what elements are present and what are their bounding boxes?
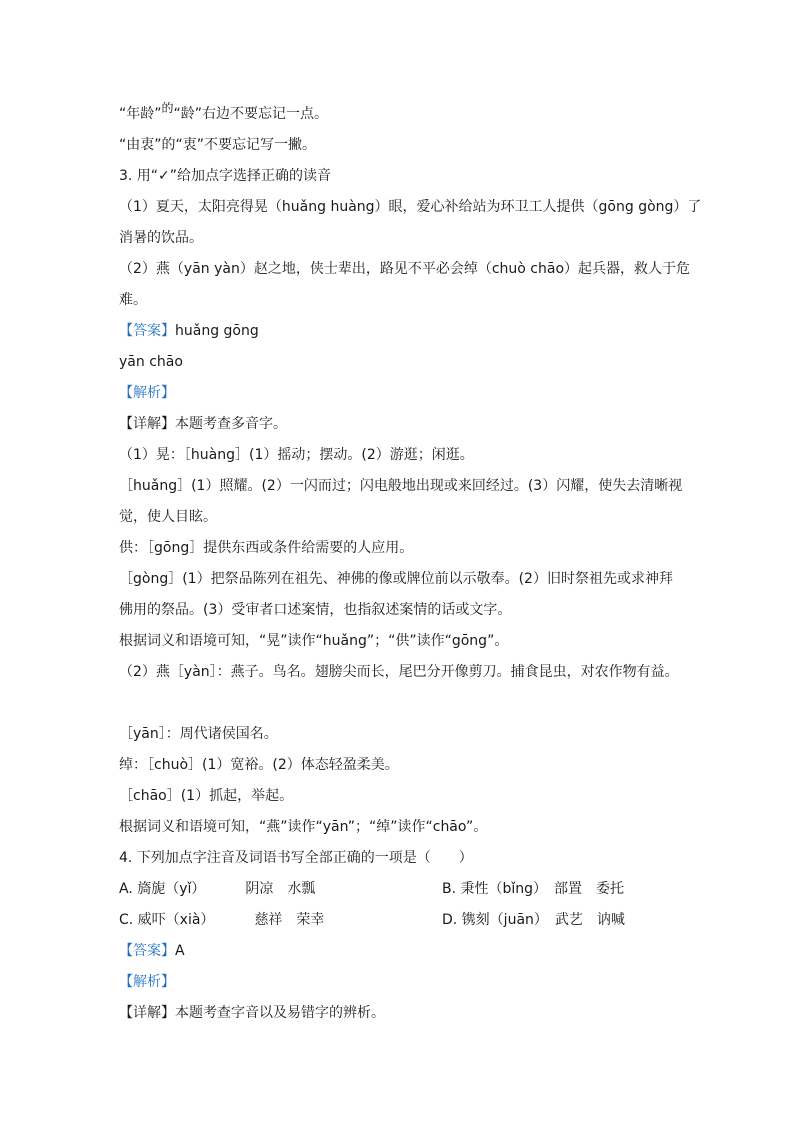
superscript-text: 的 [161, 101, 174, 115]
explanation-line: （1）晃：［huàng］(1）摇动；摆动。(2）游逛；闲逛。 [119, 447, 474, 463]
detail-line [119, 1003, 385, 1023]
question-3-item-2: （2）燕（yān yàn）赵之地，侠士辈出，路见不平必会绰（chuò chāo）起兵器，救人于危 [119, 261, 691, 277]
analysis-tag [119, 972, 175, 992]
explanation-line: ［huǎng］(1）照耀。(2）一闪而过；闪电般地出现或来回经过。(3）闪耀，使失去清晰视 [119, 478, 683, 494]
options-row [119, 910, 679, 930]
explanation-line: 觉，使人目眩。 [119, 509, 217, 525]
detail-text: 本题考查字音以及易错字的辨析。 [175, 1005, 385, 1021]
answer-tag: 【答案】 [119, 323, 175, 339]
question-3-title: 3. 用“✓”给加点字选择正确的读音 [119, 168, 332, 184]
answer-text: huǎng gōng [175, 323, 259, 339]
question-4-title: 4. 下列加点字注音及词语书写全部正确的一项是（ ） [119, 850, 473, 866]
detail-tag: 【详解】 [119, 1005, 175, 1021]
question-3-item-1-cont: 消暑的饮品。 [119, 230, 203, 246]
analysis-label: 【解析】 [119, 385, 175, 401]
answer-line [119, 941, 185, 961]
option-d-words: 武艺 讷喊 [554, 912, 625, 928]
explanation-line: 供：［gōng］提供东西或条件给需要的人应用。 [119, 540, 414, 556]
answer-line [119, 321, 259, 341]
option-c-label: C. 威吓（xià） [119, 912, 215, 928]
explanation-line: 根据词义和语境可知，“燕”读作“yān”；“绰”读作“chāo”。 [119, 819, 488, 835]
option-b [442, 879, 624, 899]
explanation-line: 佛用的祭品。(3）受审者口述案情，也指叙述案情的话或文字。 [119, 602, 512, 618]
option-b-label: B. 秉性（bǐng） [442, 881, 541, 897]
detail-text: 本题考查多音字。 [175, 416, 287, 432]
answer-tag: 【答案】 [119, 943, 175, 959]
option-c-words: 慈祥 荣幸 [254, 912, 325, 928]
question-3-item-2-cont: 难。 [119, 292, 147, 308]
options-row [119, 879, 679, 899]
text-line [119, 101, 329, 124]
explanation-line: ［gòng］(1）把祭品陈列在祖先、神佛的像或牌位前以示敬奉。(2）旧时祭祖先或求神拜 [119, 571, 673, 587]
text-fragment: “年龄” [119, 106, 162, 122]
analysis-label: 【解析】 [119, 974, 175, 990]
option-a-label: A. 旖旎（yǐ） [119, 881, 206, 897]
answer-text: yān chāo [119, 354, 183, 370]
explanation-line: ［chāo］(1）抓起，举起。 [119, 788, 294, 804]
explanation-line: ［yān］：周代诸侯国名。 [119, 726, 278, 742]
analysis-tag [119, 383, 175, 403]
option-d-label: D. 镌刻（juān） [442, 912, 541, 928]
option-b-words: 部置 委托 [554, 881, 625, 897]
answer-text: A [175, 943, 185, 959]
option-a-words: 阴凉 水瓢 [245, 881, 316, 897]
explanation-line: 绰：［chuò］(1）宽裕。(2）体态轻盈柔美。 [119, 757, 399, 773]
question-3-item-1: （1）夏天，太阳亮得晃（huǎng huàng）眼，爱心补给站为环卫工人提供（gōng gòng）了 [119, 199, 702, 215]
detail-tag: 【详解】 [119, 416, 175, 432]
text-line: “由衷”的“衷”不要忘记写一撇。 [119, 137, 317, 153]
detail-line [119, 414, 287, 434]
explanation-line: 根据词义和语境可知，“晃”读作“huǎng”；“供”读作“gōng”。 [119, 633, 509, 649]
explanation-line: （2）燕［yàn］：燕子。鸟名。翅膀尖而长，尾巴分开像剪刀。捕食昆虫，对农作物有益。 [119, 664, 679, 680]
option-d [442, 910, 625, 930]
text-fragment: “龄”右边不要忘记一点。 [173, 106, 329, 122]
